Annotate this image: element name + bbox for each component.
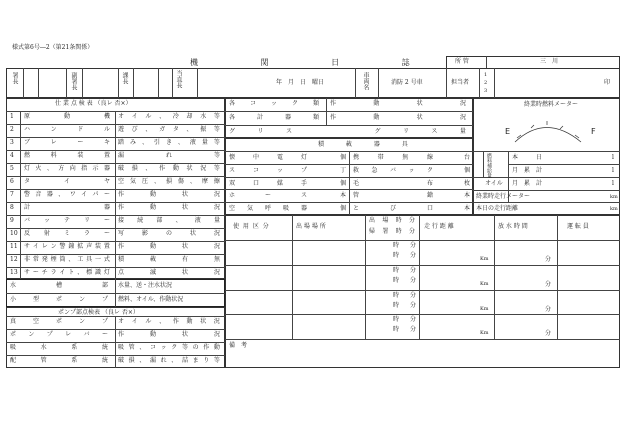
inspection-row-check: 作 動 状 況 (118, 204, 220, 211)
equipment-item: 救 急 バ ッ ク (353, 167, 433, 174)
inspection-row-number: 6 (10, 178, 14, 185)
inspection-row-check: 破 損 、 作 動 状 況 等 (118, 165, 220, 172)
log-minute: 分 (545, 306, 552, 313)
inspection-row-check: 写 影 の 状 況 (118, 230, 220, 237)
equipment-unit: 丁 (340, 167, 347, 174)
equipment-item: ス コ ッ プ (229, 167, 307, 174)
inspection-row-item: サ イ レ ン 警 鐘 拡 声 装 置 (24, 243, 110, 250)
col-divider (115, 111, 116, 279)
row-divider (225, 265, 620, 266)
pump-row-item: 真 空 ポ ン プ (10, 318, 108, 325)
inspection-row-check: オ イ ル 、 冷 却 水 等 (118, 113, 220, 120)
tank-check: 水量、送・注水状況 (118, 282, 173, 289)
inspection-row-number: 13 (10, 269, 18, 276)
inspection-row-check: 踏 み 、 引 き 、 液 量 等 (118, 139, 220, 146)
equipment-header: 積 載 器 具 (318, 141, 418, 148)
row-divider (225, 202, 473, 203)
unit-l-1: l (612, 154, 614, 161)
equipment-unit: 個 (340, 180, 347, 187)
label-chief: 署長 (11, 72, 18, 84)
log-minute: 分 (410, 267, 417, 274)
equipment-item: と び 口 (353, 205, 433, 212)
inspection-row-check: 漏 れ 等 (118, 152, 220, 159)
col-divider (115, 316, 116, 368)
inspection-row-number: 12 (10, 256, 18, 263)
inspection-row-number: 2 (10, 126, 14, 133)
inspection-row-number: 8 (10, 204, 14, 211)
inspection-row-item: 非 常 発 煙 筒 、 工 具 一 式 (24, 256, 110, 263)
row-divider (225, 177, 473, 178)
inspection-row-check: 作 動 状 況 (118, 191, 220, 198)
supply-label: 燃料補給量 (486, 153, 492, 178)
row-divider (225, 290, 620, 291)
inspection-row-check: 接 続 部 、 液 量 (118, 217, 220, 224)
log-minute: 分 (545, 330, 552, 337)
inspection-row-item: 灯 火 、 方 向 指 示 器 (24, 165, 110, 172)
row-divider (225, 314, 620, 315)
col-water: 放 水 時 間 (498, 223, 528, 230)
log-hour: 時 (393, 242, 400, 249)
equipment-unit: 本 (464, 205, 471, 212)
log-km: Km (480, 330, 489, 336)
tank-item: 水 槽 部 (10, 282, 108, 289)
meter-label: 終業時走行メーター (476, 193, 531, 200)
fuel-f-label: F (591, 127, 596, 136)
fuel-header: 終業時燃料メーター (524, 101, 579, 108)
pump-row-item: 配 管 系 統 (10, 357, 108, 364)
form-id: 様式第6号―2（第21条関係） (12, 44, 94, 51)
vehicle-value: 消防 2 号車 (391, 79, 423, 86)
col-usage: 使 用 区 分 (233, 223, 269, 230)
inspection-row-check: 点 滅 状 況 (118, 269, 220, 276)
log-minute: 分 (410, 316, 417, 323)
person-numbers: 1 2 3 (484, 72, 488, 94)
inspection-header: 仕 業 点 検 表 （良レ 否×） (55, 100, 132, 107)
equipment-item: 携 帯 無 線 (353, 154, 433, 161)
label-section-chief: 課長 (121, 72, 128, 84)
log-minute: 分 (545, 256, 552, 263)
person-label: 担当者 (451, 79, 470, 86)
small-pump-item: 小 型 ポ ン プ (10, 296, 108, 303)
inspection-row-check: 作 動 状 況 (118, 243, 220, 250)
small-pump-check: 燃料、オイル、作動状況 (118, 296, 184, 303)
log-hour: 時 (393, 292, 400, 299)
equipment-item: 双 口 媒 手 (229, 180, 307, 187)
inspection-row-number: 10 (10, 230, 18, 237)
col-departure: 出 場 時 分 (369, 217, 415, 224)
log-minute: 分 (410, 252, 417, 259)
equipment-unit: 個 (340, 154, 347, 161)
supply-month: 月 累 計 (512, 167, 542, 174)
log-hour: 時 (393, 326, 400, 333)
inspection-row-item: 反 射 ミ ラ ー (24, 230, 110, 237)
pump-row-check: 破 損 、 漏 れ 、 詰 ま り 等 (118, 357, 220, 364)
inspection-row-item: サ ー チ ラ イ ト 、 標 識 灯 (24, 269, 110, 276)
equipment-item: 管 鎗 (353, 192, 433, 199)
remarks-label: 備 考 (229, 342, 248, 349)
inspection-row-number: 1 (10, 113, 14, 120)
inspection-row-item: 原 動 機 (24, 113, 110, 120)
col-driver: 運 転 員 (567, 223, 589, 230)
pump-header: ポンプ部点検表 （良レ 否×） (58, 309, 139, 316)
pump-row-check: オ イ ル 、 作 動 状 況 (118, 318, 220, 325)
inspection-row-number: 5 (10, 165, 14, 172)
supply-today: 本 日 (512, 154, 542, 161)
cock-check: 作 動 状 況 (330, 100, 466, 107)
col-return: 帰 署 時 分 (369, 228, 415, 235)
grease-row: グ リ ス グ リ ス 量 (229, 128, 466, 135)
unit-l-2: l (612, 167, 614, 174)
equipment-item: ホ ー ス (229, 192, 307, 199)
inspection-row-number: 7 (10, 191, 14, 198)
inspection-row-item: ハ ン ド ル (24, 126, 110, 133)
gauge-item: 各 計 器 類 (229, 114, 319, 121)
equipment-unit: 枚 (464, 180, 471, 187)
inspection-row-check: 遊 び 、 ガ タ 、 振 等 (118, 126, 220, 133)
log-hour: 時 (393, 277, 400, 284)
seal-mark: 印 (604, 79, 611, 86)
log-minute: 分 (545, 281, 552, 288)
gauge-check: 作 動 状 況 (330, 114, 466, 121)
label-vice-chief: 副署長 (70, 72, 77, 90)
inspection-row-number: 3 (10, 139, 14, 146)
today-distance-unit: km (610, 206, 618, 212)
log-hour: 時 (393, 302, 400, 309)
log-minute: 分 (410, 302, 417, 309)
oil-label: オイル (485, 180, 503, 187)
inspection-row-item: ブ レ ー キ (24, 139, 110, 146)
log-minute: 分 (410, 292, 417, 299)
inspection-row-item: 警 音 器 、 ワ イ パ ー (24, 191, 110, 198)
fuel-gauge (473, 108, 620, 150)
unit-l-3: l (612, 180, 614, 187)
inspection-row-number: 9 (10, 217, 14, 224)
log-minute: 分 (410, 242, 417, 249)
pump-row-item: ポ ン プ レ バ ー (10, 331, 108, 338)
equipment-item: 懐 中 電 灯 (229, 154, 307, 161)
fuel-e-label: E (505, 127, 511, 136)
equipment-unit: 個 (340, 205, 347, 212)
log-minute: 分 (410, 277, 417, 284)
date-label: 年 月 日 曜日 (276, 79, 325, 86)
log-hour: 時 (393, 267, 400, 274)
log-table (225, 215, 620, 368)
inspection-row-item: バ ッ テ リ ー (24, 217, 110, 224)
office-label: 所 管 (455, 58, 469, 65)
cock-item: 各 コ ッ ク 類 (229, 100, 319, 107)
row-divider (225, 164, 473, 165)
pump-row-check: 吸 管 、 コ ッ ク 等 の 作 動 (118, 344, 220, 351)
inspection-row-item: タ イ ヤ (24, 178, 110, 185)
equipment-unit: 個 (464, 167, 471, 174)
log-km: Km (480, 256, 489, 262)
col-divider (20, 111, 21, 279)
label-duty-chief: 当直長 (175, 70, 182, 88)
log-km: Km (480, 306, 489, 312)
equipment-unit: 台 (464, 154, 471, 161)
equipment-item: 空 気 呼 吸 器 (229, 205, 307, 212)
log-hour: 時 (393, 316, 400, 323)
inspection-row-number: 11 (10, 243, 18, 250)
inspection-row-number: 4 (10, 152, 14, 159)
meter-unit: km (610, 194, 618, 200)
inspection-row-check: 積 載 有 無 (118, 256, 220, 263)
today-distance-label: 本日の走行距離 (476, 205, 519, 212)
equipment-item: 毛 布 (353, 180, 433, 187)
inspection-row-item: 計 器 (24, 204, 110, 211)
col-distance: 走 行 距 離 (424, 223, 454, 230)
pump-row-item: 吸 水 系 統 (10, 344, 108, 351)
inspection-row-item: 燃 料 装 置 (24, 152, 110, 159)
oil-month: 月 累 計 (512, 180, 542, 187)
row-divider (225, 189, 473, 190)
pump-row-check: 作 動 状 況 (118, 331, 220, 338)
page-title: 機 関 日 誌 (190, 58, 440, 67)
log-minute: 分 (410, 326, 417, 333)
inspection-row-check: 空 気 圧 、 損 傷 、 摩 擦 (118, 178, 220, 185)
log-km: Km (480, 281, 489, 287)
col-place: 出 場 場 所 (296, 223, 326, 230)
equipment-unit: 本 (464, 192, 471, 199)
log-hour: 時 (393, 252, 400, 259)
equipment-unit: 本 (340, 192, 347, 199)
vehicle-label: 車両名 (362, 72, 369, 90)
office-value: 三 川 (540, 58, 559, 65)
